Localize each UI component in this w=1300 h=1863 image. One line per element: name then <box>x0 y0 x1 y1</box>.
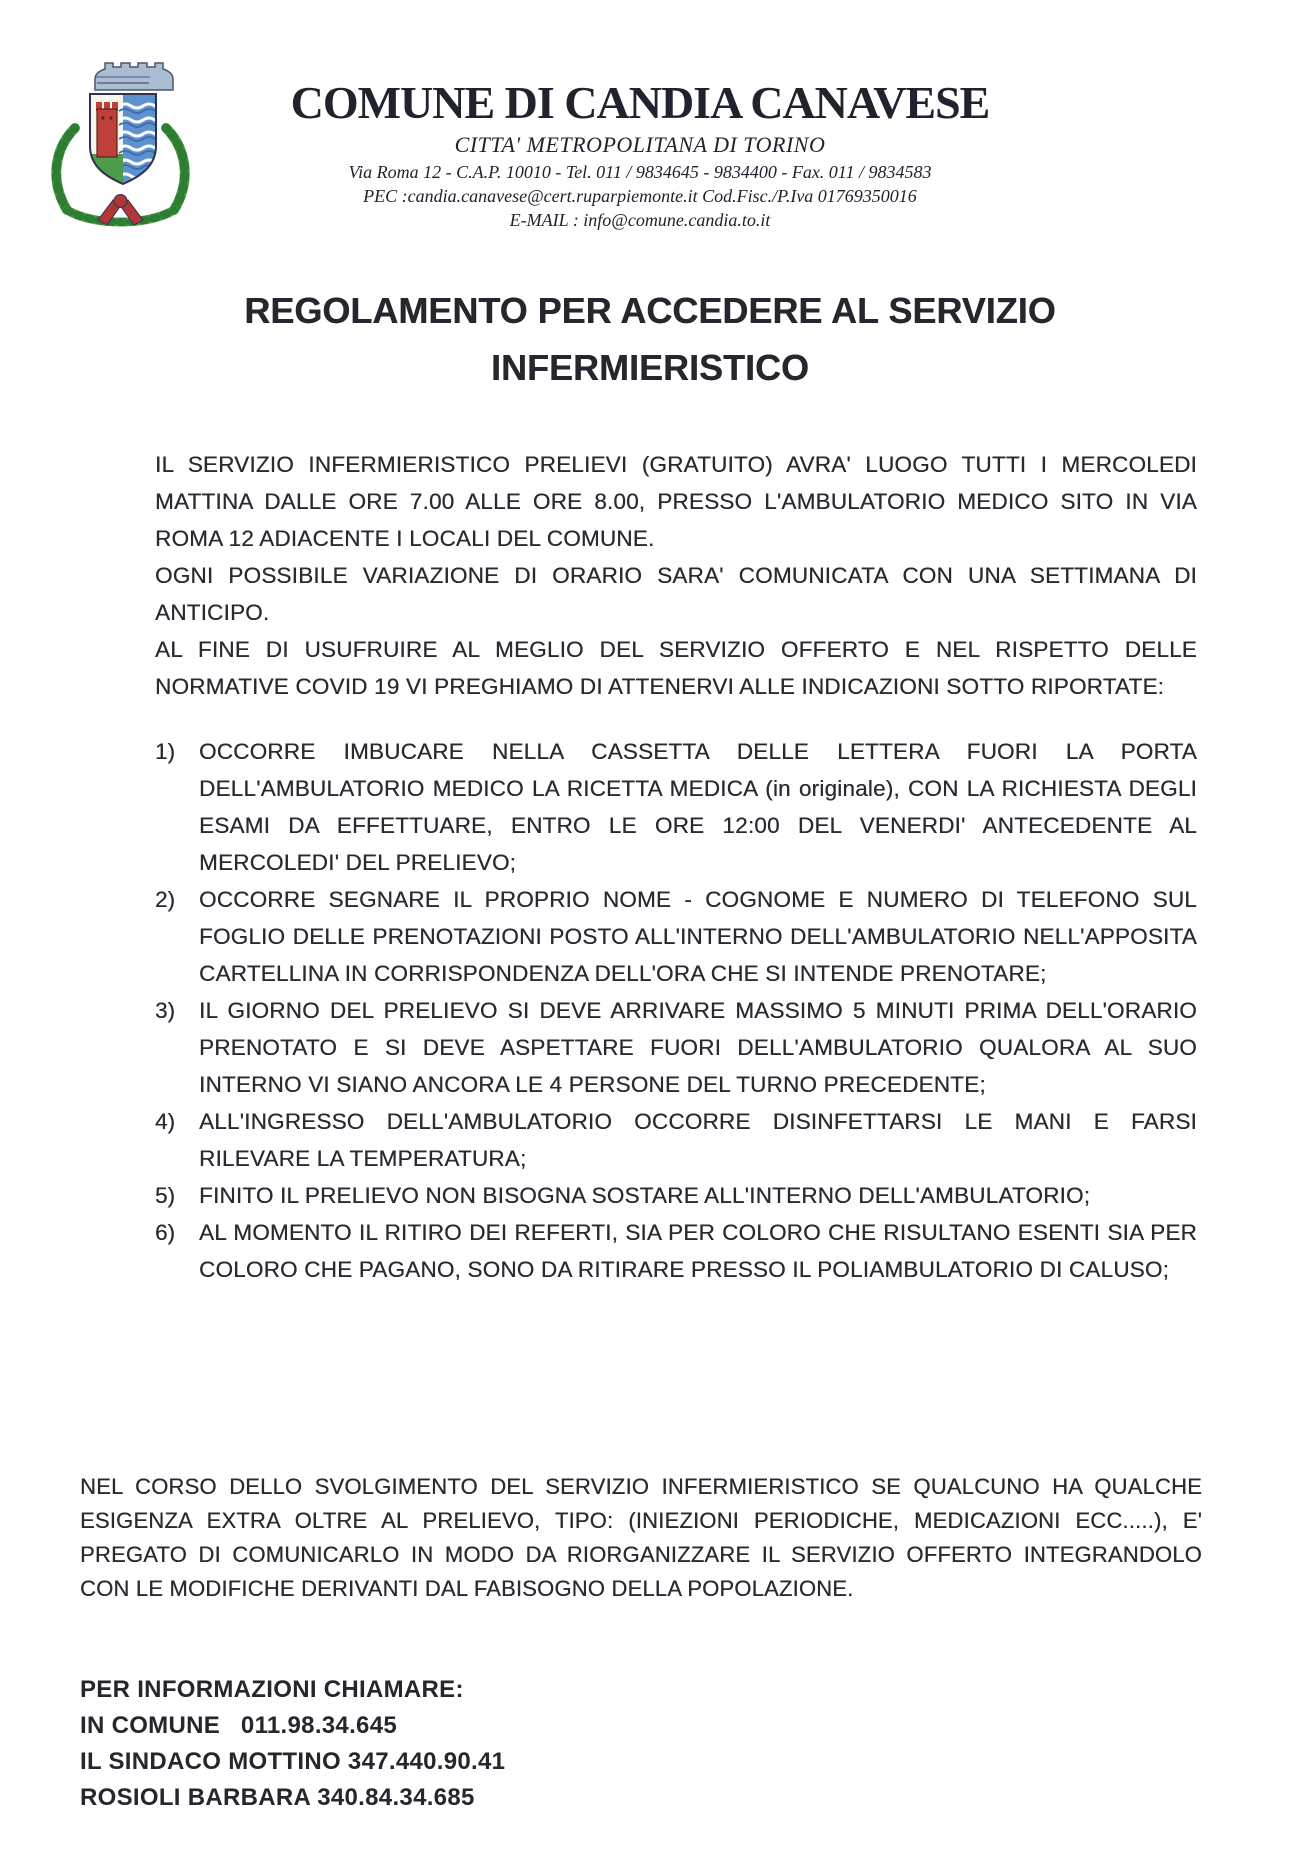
list-item-text: IL GIORNO DEL PRELIEVO SI DEVE ARRIVARE MASSIMO 5 MINUTI PRIMA DELL'ORARIO PRENOTATO E SI DEVE ASPETTARE FUORI DELL'AMBULATORIO QUALORA AL SUO INTERNO VI SIANO ANCORA LE 4 PERSONE DEL TURNO PRECEDENTE; <box>199 998 1197 1097</box>
list-item-number: 6) <box>155 1220 176 1245</box>
contact-heading: PER INFORMAZIONI CHIAMARE: <box>80 1676 464 1703</box>
list-item-text: OCCORRE SEGNARE IL PROPRIO NOME - COGNOME E NUMERO DI TELEFONO SUL FOGLIO DELLE PRENOTAZIONI POSTO ALL'INTERNO DELL'AMBULATORIO NELL'APPOSITA CARTELLINA IN CORRISPONDENZA DELL'ORA CHE SI INTENDE PRENOTARE; <box>199 887 1197 986</box>
list-item-text: AL MOMENTO IL RITIRO DEI REFERTI, SIA PER COLORO CHE RISULTANO ESENTI SIA PER COLORO CHE PAGANO, SONO DA RITIRARE PRESSO IL POLIAMBULATORIO DI CALUSO; <box>199 1220 1197 1282</box>
contact-line: IL SINDACO MOTTINO 347.440.90.41 <box>80 1748 506 1775</box>
list-item <box>155 1177 1197 1214</box>
list-item <box>155 733 1197 881</box>
green-base-icon <box>90 154 123 188</box>
document-body <box>155 446 1197 1288</box>
intro-paragraph: AL FINE DI USUFRUIRE AL MEGLIO DEL SERVIZIO OFFERTO E NEL RISPETTO DELLE NORMATIVE COVID 19 VI PREGHIAMO DI ATTENERVI ALLE INDICAZIONI SOTTO RIPORTATE: <box>155 637 1197 699</box>
pec-line: PEC :candia.canavese@cert.ruparpiemonte.it Cod.Fisc./P.Iva 01769350016 <box>363 186 917 206</box>
list-item <box>155 1214 1197 1288</box>
closing-paragraph: NEL CORSO DELLO SVOLGIMENTO DEL SERVIZIO INFERMIERISTICO SE QUALCUNO HA QUALCHE ESIGENZA EXTRA OLTRE AL PRELIEVO, TIPO: (INIEZIONI PERIODICHE, MEDICAZIONI ECC.....), E' PREGATO DI COMUNICARLO IN MODO DA RIORGANIZZARE IL SERVIZIO OFFERTO INTEGRANDOLO CON LE MODIFICHE DERIVANTI DAL FABISOGNO DELLA POPOLAZIONE. <box>80 1474 1202 1601</box>
list-item-number: 4) <box>155 1109 176 1134</box>
list-item <box>155 992 1197 1103</box>
contact-block <box>80 1672 505 1816</box>
metropolitan-city-line: CITTA' METROPOLITANA DI TORINO <box>454 132 826 157</box>
list-item <box>155 1103 1197 1177</box>
document-title <box>95 282 1205 396</box>
list-item-text: OCCORRE IMBUCARE NELLA CASSETTA DELLE LETTERA FUORI LA PORTA DELL'AMBULATORIO MEDICO LA RICETTA MEDICA (in originale), CON LA RICHIESTA DEGLI ESAMI DA EFFETTUARE, ENTRO LE ORE 12:00 DEL VENERDI' ANTECEDENTE AL MERCOLEDI' DEL PRELIEVO; <box>199 739 1197 875</box>
intro-paragraph: IL SERVIZIO INFERMIERISTICO PRELIEVI (GRATUITO) AVRA' LUOGO TUTTI I MERCOLEDI MATTINA DALLE ORE 7.00 ALLE ORE 8.00, PRESSO L'AMBULATORIO MEDICO SITO IN VIA ROMA 12 ADIACENTE I LOCALI DEL COMUNE. <box>155 452 1197 551</box>
list-item-text: ALL'INGRESSO DELL'AMBULATORIO OCCORRE DISINFETTARSI LE MANI E FARSI RILEVARE LA TEMPERATURA; <box>199 1109 1197 1171</box>
contact-line: IN COMUNE 011.98.34.645 <box>80 1712 397 1739</box>
list-item-number: 1) <box>155 739 176 764</box>
document-title-line-2: INFERMIERISTICO <box>490 347 809 388</box>
email-line: E-MAIL : info@comune.candia.to.it <box>509 210 771 230</box>
list-item <box>155 881 1197 992</box>
tower-icon <box>96 102 118 157</box>
list-item-number: 5) <box>155 1183 176 1208</box>
list-item-number: 3) <box>155 998 176 1023</box>
contact-line: ROSIOLI BARBARA 340.84.34.685 <box>80 1784 475 1811</box>
address-line: Via Roma 12 - C.A.P. 10010 - Tel. 011 / 9834645 - 9834400 - Fax. 011 / 9834583 <box>348 162 932 182</box>
document-title-line-1: REGOLAMENTO PER ACCEDERE AL SERVIZIO <box>244 290 1056 331</box>
list-item-number: 2) <box>155 887 176 912</box>
letterhead <box>140 76 1140 232</box>
municipality-name: COMUNE DI CANDIA CANAVESE <box>290 77 990 128</box>
intro-paragraph: OGNI POSSIBILE VARIAZIONE DI ORARIO SARA' COMUNICATA CON UNA SETTIMANA DI ANTICIPO. <box>155 563 1197 625</box>
numbered-list <box>155 733 1197 1288</box>
list-item-text: FINITO IL PRELIEVO NON BISOGNA SOSTARE ALL'INTERNO DELL'AMBULATORIO; <box>199 1183 1091 1208</box>
